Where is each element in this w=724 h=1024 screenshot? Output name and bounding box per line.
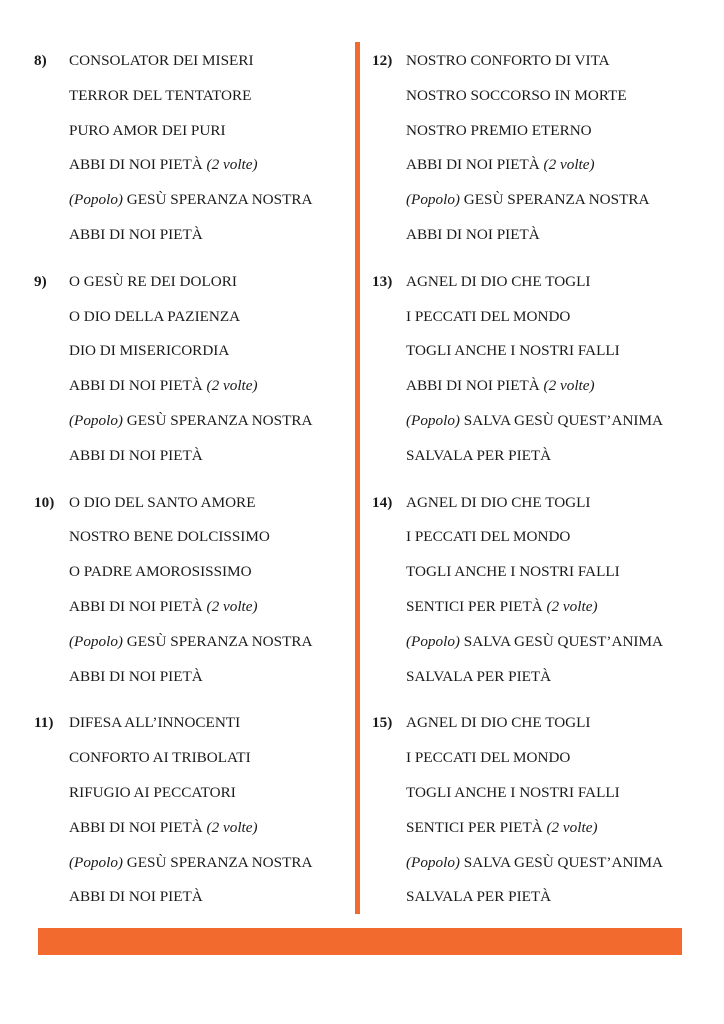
verse-line — [372, 334, 702, 369]
verse-segment: I PECCATI DEL MONDO — [406, 528, 571, 546]
verse-text — [406, 741, 570, 776]
verse-segment: SENTICI PER PIETÀ — [406, 818, 547, 836]
verse-line — [372, 741, 702, 776]
stanza — [372, 706, 702, 915]
verse-line — [34, 555, 350, 590]
stanza-number: 10) — [34, 493, 55, 511]
verse-line — [34, 369, 350, 404]
verse-line — [34, 811, 350, 846]
verse-line — [372, 183, 702, 218]
italic-note: (Popolo) — [69, 632, 123, 650]
verse-text — [69, 811, 258, 846]
stanza — [372, 486, 702, 695]
italic-note: (2 volte) — [206, 156, 258, 174]
verse-text — [406, 218, 540, 253]
italic-note: (Popolo) — [406, 191, 460, 209]
verse-text — [406, 520, 570, 555]
italic-note: (2 volte) — [543, 156, 595, 174]
verse-text — [69, 741, 251, 776]
verse-line — [34, 486, 350, 521]
verse-text — [69, 660, 203, 695]
verse-segment: O DIO DEL SANTO AMORE — [69, 493, 256, 511]
verse-line — [372, 706, 702, 741]
verse-segment: O DIO DELLA PAZIENZA — [69, 307, 241, 325]
column-divider — [355, 42, 360, 914]
verse-line — [34, 741, 350, 776]
italic-note: (2 volte) — [206, 377, 258, 395]
verse-segment: GESÙ SPERANZA NOSTRA — [123, 411, 313, 429]
verse-segment: NOSTRO CONFORTO DI VITA — [406, 52, 610, 69]
verse-text — [69, 44, 254, 79]
verse-line — [372, 114, 702, 149]
verse-text — [69, 79, 251, 114]
verse-text — [406, 404, 663, 439]
verse-line — [372, 265, 702, 300]
stanza — [34, 706, 350, 915]
verse-line — [34, 706, 350, 741]
verse-line — [34, 300, 350, 335]
stanza-number: 13) — [372, 272, 393, 290]
verse-text — [69, 148, 258, 183]
verse-text — [69, 520, 270, 555]
verse-segment: I PECCATI DEL MONDO — [406, 749, 571, 767]
verse-text — [69, 706, 240, 741]
verse-line — [372, 846, 702, 881]
verse-segment: O PADRE AMOROSISSIMO — [69, 563, 252, 581]
verse-line — [372, 218, 702, 253]
verse-segment: I PECCATI DEL MONDO — [406, 307, 571, 325]
verse-text — [69, 183, 312, 218]
verse-segment: NOSTRO SOCCORSO IN MORTE — [406, 86, 627, 104]
verse-text — [69, 590, 258, 625]
verse-text — [406, 660, 551, 695]
verse-segment: ABBI DI NOI PIETÀ — [69, 597, 207, 615]
verse-line — [372, 555, 702, 590]
verse-segment: DIFESA ALL’INNOCENTI — [69, 714, 241, 732]
verse-segment: NOSTRO BENE DOLCISSIMO — [69, 528, 270, 546]
verse-segment: AGNEL DI DIO CHE TOGLI — [406, 493, 591, 511]
verse-text — [406, 79, 627, 114]
verse-segment: DIO DI MISERICORDIA — [69, 342, 230, 360]
verse-line — [34, 148, 350, 183]
verse-segment: ABBI DI NOI PIETÀ — [406, 156, 544, 174]
verse-text — [406, 44, 610, 79]
verse-line — [372, 369, 702, 404]
verse-text — [406, 369, 595, 404]
verse-text — [69, 555, 252, 590]
verse-text — [69, 369, 258, 404]
verse-segment: SALVALA PER PIETÀ — [406, 888, 552, 906]
verse-text — [69, 846, 312, 881]
verse-line — [34, 183, 350, 218]
verse-segment: SALVA GESÙ QUEST’ANIMA — [460, 411, 663, 429]
stanza — [34, 486, 350, 695]
verse-text — [406, 265, 590, 300]
italic-note: (Popolo) — [69, 411, 123, 429]
italic-note: (2 volte) — [543, 377, 595, 395]
verse-line — [372, 625, 702, 660]
verse-line — [372, 44, 702, 79]
verse-line — [34, 776, 350, 811]
verse-line — [34, 880, 350, 915]
verse-segment: ABBI DI NOI PIETÀ — [69, 818, 207, 836]
verse-segment: NOSTRO PREMIO ETERNO — [406, 121, 592, 139]
verse-segment: TOGLI ANCHE I NOSTRI FALLI — [406, 342, 620, 360]
stanza — [34, 44, 350, 253]
verse-line — [372, 520, 702, 555]
verse-line — [372, 148, 702, 183]
verse-line — [372, 300, 702, 335]
verse-line — [34, 114, 350, 149]
verse-text — [406, 555, 620, 590]
verse-segment: ABBI DI NOI PIETÀ — [69, 446, 203, 464]
verse-segment: ABBI DI NOI PIETÀ — [406, 225, 540, 243]
verse-line — [34, 265, 350, 300]
verse-segment: ABBI DI NOI PIETÀ — [406, 377, 544, 395]
verse-segment: ABBI DI NOI PIETÀ — [69, 156, 207, 174]
verse-text — [406, 706, 590, 741]
verse-text — [406, 334, 620, 369]
italic-note: (2 volte) — [206, 818, 258, 836]
verse-text — [406, 439, 551, 474]
verse-line — [372, 660, 702, 695]
verse-text — [406, 486, 590, 521]
verse-line — [34, 846, 350, 881]
verse-text — [406, 776, 620, 811]
stanza — [372, 265, 702, 474]
verse-segment: AGNEL DI DIO CHE TOGLI — [406, 714, 591, 732]
verse-segment: GESÙ SPERANZA NOSTRA — [460, 191, 650, 209]
stanza-number: 12) — [372, 52, 393, 69]
verse-line — [34, 79, 350, 114]
italic-note: (2 volte) — [546, 597, 598, 615]
verse-segment: AGNEL DI DIO CHE TOGLI — [406, 272, 591, 290]
italic-note: (Popolo) — [406, 853, 460, 871]
verse-segment: TERROR DEL TENTATORE — [69, 86, 252, 104]
verse-line — [34, 439, 350, 474]
italic-note: (Popolo) — [406, 632, 460, 650]
verse-segment: CONFORTO AI TRIBOLATI — [69, 749, 251, 767]
verse-segment: ABBI DI NOI PIETÀ — [69, 667, 203, 685]
verse-line — [34, 404, 350, 439]
verse-segment: PURO AMOR DEI PURI — [69, 121, 226, 139]
verse-text — [69, 439, 203, 474]
verse-text — [406, 183, 649, 218]
verse-text — [69, 334, 229, 369]
verse-line — [372, 486, 702, 521]
italic-note: (Popolo) — [69, 853, 123, 871]
italic-note: (Popolo) — [69, 191, 123, 209]
verse-text — [406, 148, 595, 183]
verse-text — [406, 811, 598, 846]
verse-text — [406, 114, 592, 149]
verse-segment: ABBI DI NOI PIETÀ — [69, 888, 203, 906]
verse-segment: ABBI DI NOI PIETÀ — [69, 377, 207, 395]
verse-text — [69, 265, 237, 300]
verse-line — [34, 590, 350, 625]
verse-segment: GESÙ SPERANZA NOSTRA — [123, 191, 313, 209]
verse-text — [69, 404, 312, 439]
verse-segment: CONSOLATOR DEI MISERI — [69, 52, 254, 69]
verse-line — [372, 79, 702, 114]
verse-text — [69, 486, 255, 521]
verse-segment: GESÙ SPERANZA NOSTRA — [123, 632, 313, 650]
verse-segment: ABBI DI NOI PIETÀ — [69, 225, 203, 243]
italic-note: (Popolo) — [406, 411, 460, 429]
italic-note: (2 volte) — [546, 818, 598, 836]
italic-note: (2 volte) — [206, 597, 258, 615]
verse-line — [372, 880, 702, 915]
verse-text — [69, 776, 236, 811]
stanza-number: 9) — [34, 272, 47, 290]
verse-segment: SALVA GESÙ QUEST’ANIMA — [460, 632, 663, 650]
verse-text — [406, 625, 663, 660]
verse-segment: SENTICI PER PIETÀ — [406, 597, 547, 615]
footer-bar — [38, 928, 682, 955]
verse-segment: RIFUGIO AI PECCATORI — [69, 783, 236, 801]
stanza-number: 11) — [34, 714, 54, 732]
verse-text — [69, 218, 203, 253]
verse-segment: GESÙ SPERANZA NOSTRA — [123, 853, 313, 871]
verse-text — [406, 846, 663, 881]
verse-segment: SALVALA PER PIETÀ — [406, 667, 552, 685]
verse-segment: TOGLI ANCHE I NOSTRI FALLI — [406, 563, 620, 581]
verse-text — [406, 590, 598, 625]
verse-line — [372, 776, 702, 811]
verse-line — [34, 44, 350, 79]
verse-line — [372, 590, 702, 625]
verse-line — [34, 218, 350, 253]
verse-text — [406, 300, 570, 335]
stanza-number: 8) — [34, 52, 47, 69]
verse-text — [69, 625, 312, 660]
verse-segment: O GESÙ RE DEI DOLORI — [69, 272, 237, 290]
verse-segment: SALVA GESÙ QUEST’ANIMA — [460, 853, 663, 871]
verse-text — [406, 880, 551, 915]
verse-segment: TOGLI ANCHE I NOSTRI FALLI — [406, 783, 620, 801]
verse-text — [69, 114, 226, 149]
verse-line — [372, 811, 702, 846]
verse-line — [34, 660, 350, 695]
verse-text — [69, 880, 203, 915]
stanza — [372, 44, 702, 253]
stanza-number: 14) — [372, 493, 393, 511]
verse-line — [34, 520, 350, 555]
stanza — [34, 265, 350, 474]
verse-line — [34, 625, 350, 660]
stanza-number: 15) — [372, 714, 393, 732]
verse-line — [34, 334, 350, 369]
verse-line — [372, 404, 702, 439]
verse-segment: SALVALA PER PIETÀ — [406, 446, 552, 464]
verse-line — [372, 439, 702, 474]
verse-text — [69, 300, 240, 335]
right-column — [372, 44, 702, 927]
left-column — [34, 44, 350, 927]
